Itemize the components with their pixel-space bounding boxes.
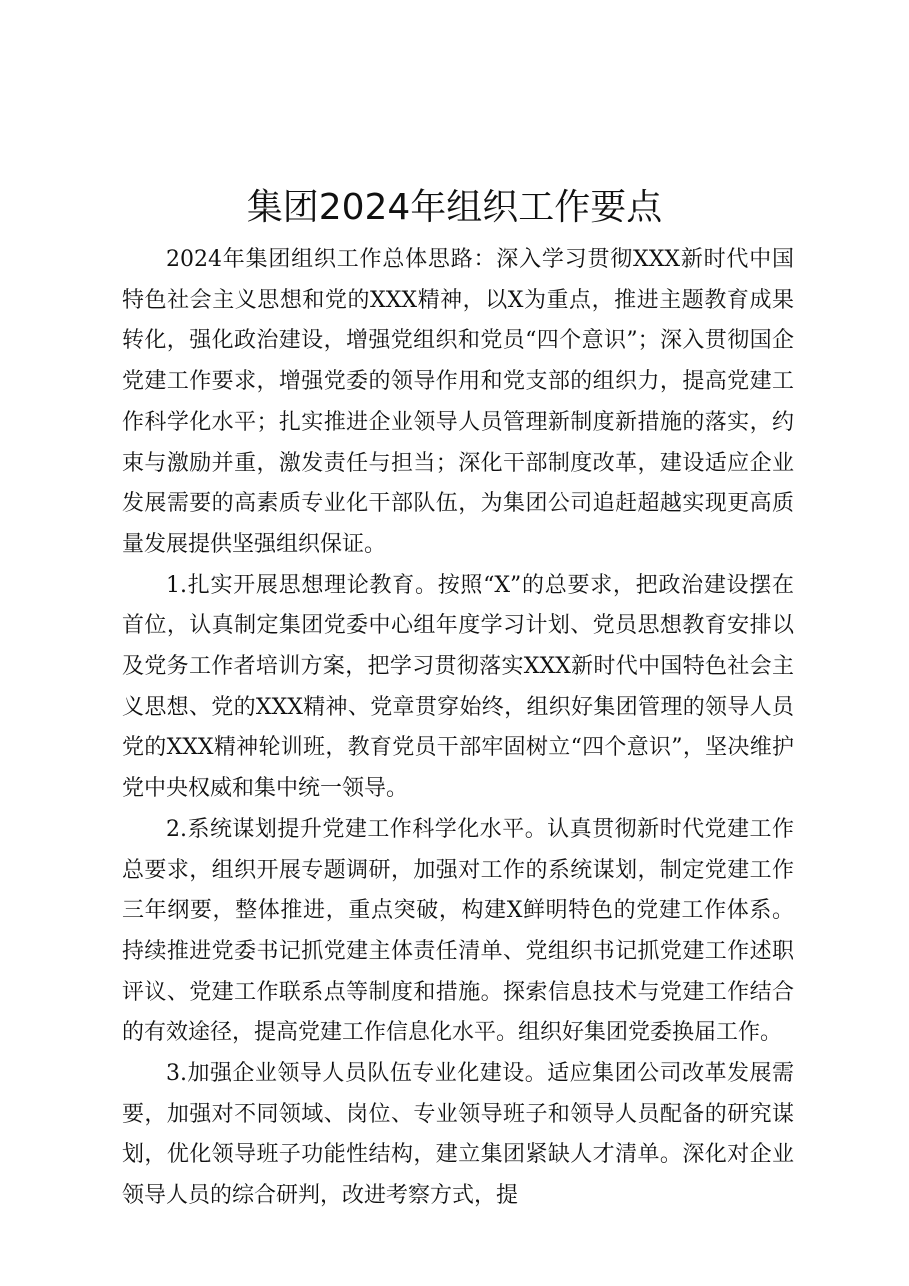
document-body [122,240,794,1217]
paragraph-item-3: 3.加强企业领导人员队伍专业化建设。适应集团公司改革发展需要，加强对不同领域、岗位、专业领导班子和领导人员配备的研究谋划，优化领导班子功能性结构，建立集团紧缺人才清单。深化对企业领导人员的综合研判，改进考察方式，提 [122,1061,794,1209]
paragraph-item-1: 1.扎实开展思想理论教育。按照“X”的总要求，把政治建设摆在首位，认真制定集团党委中心组年度学习计划、党员思想教育安排以及党务工作者培训方案，把学习贯彻落实XXX新时代中国特色社会主义思想、党的XXX精神、党章贯穿始终，组织好集团管理的领导人员党的XXX精神轮训班，教育党员干部牢固树立“四个意识”，坚决维护党中央权威和集中统一领导。 [122,572,794,802]
paragraph-item-2: 2.系统谋划提升党建工作科学化水平。认真贯彻新时代党建工作总要求，组织开展专题调研，加强对工作的系统谋划，制定党建工作三年纲要，整体推进，重点突破，构建X鲜明特色的党建工作体系。持续推进党委书记抓党建主体责任清单、党组织书记抓党建工作述职评议、党建工作联系点等制度和措施。探索信息技术与党建工作结合的有效途径，提高党建工作信息化水平。组织好集团党委换届工作。 [122,816,794,1046]
paragraph-overview: 2024年集团组织工作总体思路：深入学习贯彻XXX新时代中国特色社会主义思想和党的XXX精神，以X为重点，推进主题教育成果转化，强化政治建设，增强党组织和党员“四个意识”；深入贯彻国企党建工作要求，增强党委的领导作用和党支部的组织力，提高党建工作科学化水平；扎实推进企业领导人员管理新制度新措施的落实，约束与激励并重，激发责任与担当；深化干部制度改革，建设适应企业发展需要的高素质专业化干部队伍，为集团公司追赶超越实现更高质量发展提供坚强组织保证。 [122,247,794,557]
document-title: 集团2024年组织工作要点 [246,187,663,229]
